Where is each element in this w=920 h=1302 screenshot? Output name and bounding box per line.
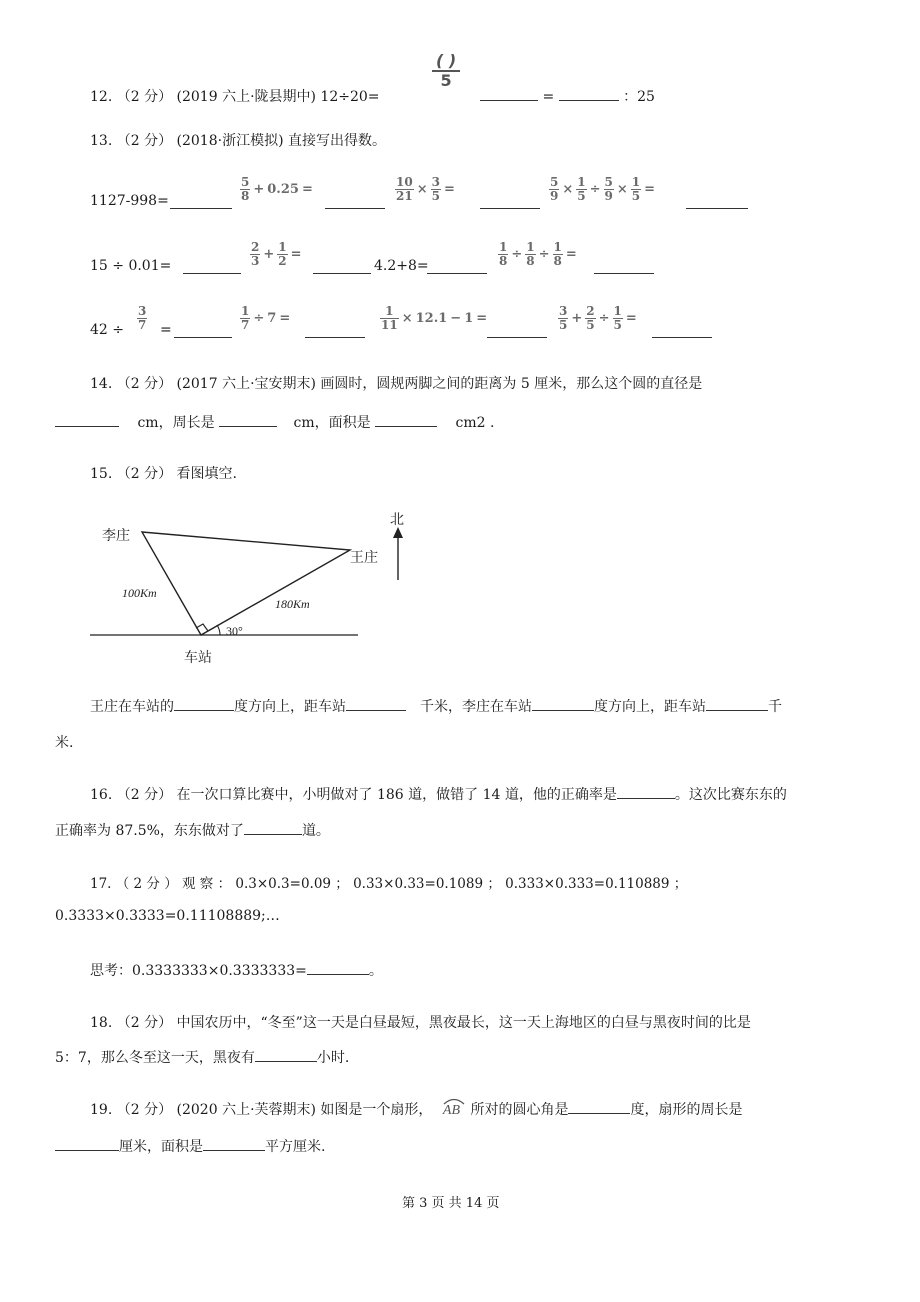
label-station: 车站 — [184, 649, 212, 665]
q13-r3c2-expr: $\frac{1}{7}$ ÷ 7 = — [241, 304, 291, 332]
q12-prefix: 12. （2 分） (2019 六上·陇县期中) 12÷20= — [90, 89, 380, 105]
q15-header: 15. （2 分） 看图填空. — [90, 466, 237, 482]
q13-r2c2-blank[interactable] — [313, 259, 371, 274]
q17-line2: 0.3333×0.3333=0.11108889;… — [55, 908, 280, 924]
q12-frac-num: ( ) — [432, 52, 460, 72]
arc-ab-symbol: AB — [443, 1103, 460, 1119]
triangle — [142, 532, 350, 635]
q15-blank-3[interactable] — [532, 696, 594, 711]
q13-r3c1-label: 42 ÷ — [90, 322, 124, 338]
q13-r2c1-blank[interactable] — [183, 259, 241, 274]
label-30deg: 30° — [226, 624, 243, 638]
q13-r3c1-blank[interactable] — [174, 323, 232, 338]
q13-r1c4-blank[interactable] — [686, 194, 748, 209]
q13-header: 13. （2 分） (2018·浙江模拟) 直接写出得数。 — [90, 133, 386, 149]
q13-r3c1-frac: $\frac{3}{7}$ — [138, 304, 147, 332]
label-100km: 100Km — [122, 586, 157, 600]
q16-blank-2[interactable] — [244, 820, 302, 835]
q13-r1c2-blank[interactable] — [325, 194, 385, 209]
q19-blank-3[interactable] — [203, 1136, 265, 1151]
q18-line1: 18. （2 分） 中国农历中，“冬至”这一天是白昼最短，黑夜最长，这一天上海地区的白昼与黑夜时间的比是 — [90, 1015, 751, 1031]
q18-blank[interactable] — [255, 1047, 317, 1062]
q13-r1c1-label: 1127-998= — [90, 193, 169, 209]
q13-r3c3-blank[interactable] — [487, 323, 547, 338]
q15-blank-2[interactable] — [346, 696, 406, 711]
label-north: 北 — [390, 511, 404, 527]
q13-r2c1-label: 15 ÷ 0.01= — [90, 258, 172, 274]
arc-icon — [442, 1097, 466, 1105]
q15-answer-line1: 王庄在车站的 度方向上，距车站 千米，李庄在车站 度方向上，距车站 千 — [90, 696, 782, 716]
q12-fraction — [432, 52, 460, 90]
q14-blank-diameter[interactable] — [55, 412, 119, 427]
q15-blank-1[interactable] — [174, 696, 234, 711]
q13-r2c2-expr: $\frac{2}{3}$ + $\frac{1}{2}$ = — [251, 240, 302, 268]
q12-blank-2[interactable] — [559, 86, 619, 101]
q16-line2: 正确率为 87.5%，东东做对了 道。 — [55, 820, 330, 840]
q12-answer — [480, 86, 655, 106]
q14-blank-circumference[interactable] — [219, 412, 277, 427]
q15-blank-4[interactable] — [706, 696, 768, 711]
q13-r1c4-expr: $\frac{5}{9}$ × $\frac{1}{5}$ ÷ $\frac{5}{9}$ × $\frac{1}{5}$ = — [550, 175, 656, 203]
q14-blank-area[interactable] — [375, 412, 437, 427]
q12-ratio: ：25 — [623, 89, 655, 105]
q13-r3c4-blank[interactable] — [652, 323, 712, 338]
q13-r3c4-expr: $\frac{3}{5}$ + $\frac{2}{5}$ ÷ $\frac{1}{5}$ = — [559, 304, 637, 332]
q13-r3c2-blank[interactable] — [305, 323, 365, 338]
q12-frac-den: 5 — [440, 71, 452, 90]
q16-blank-1[interactable] — [617, 784, 675, 799]
q12-blank-1[interactable] — [480, 86, 538, 101]
q13-r2c3-label: 4.2+8= — [374, 258, 429, 274]
q13-r1c3-expr: $\frac{10}{21}$ × $\frac{3}{5}$ = — [396, 175, 455, 203]
q13-r2c4-blank[interactable] — [594, 259, 654, 274]
q17-line1: 17. （ 2 分 ） 观 察 ： 0.3×0.3=0.09 ； 0.33×0.33=0.1089 ； 0.333×0.333=0.110889 ； — [90, 876, 688, 892]
q14-line2: cm，周长是 cm，面积是 cm2 . — [55, 412, 494, 432]
q12-line — [90, 86, 380, 106]
angle-arc — [217, 625, 220, 635]
q17-blank[interactable] — [307, 960, 369, 975]
q13-r2c3-blank[interactable] — [427, 259, 487, 274]
q13-r1c2-expr: $\frac{5}{8}$ + 0.25 = — [241, 175, 313, 203]
q19-blank-1[interactable] — [568, 1099, 630, 1114]
q17-line3: 思考：0.3333333×0.3333333= 。 — [90, 960, 383, 980]
label-180km: 180Km — [275, 597, 310, 611]
page-footer: 第 3 页 共 14 页 — [402, 1196, 500, 1211]
q13-r3c3-expr: $\frac{1}{11}$ × 12.1 − 1 = — [381, 304, 488, 332]
q13-r2c4-expr: $\frac{1}{8}$ ÷ $\frac{1}{8}$ ÷ $\frac{1}{8}$ = — [499, 240, 577, 268]
q13-r3c1-eq: = — [160, 322, 172, 338]
north-arrowhead — [393, 527, 403, 538]
q15-answer-line2: 米. — [55, 735, 74, 751]
label-lizhuang: 李庄 — [102, 527, 130, 543]
q16-line1: 16. （2 分） 在一次口算比赛中，小明做对了 186 道，做错了 14 道，他的正确率是 。这次比赛东东的 — [90, 784, 787, 804]
q19-line2: 厘米，面积是 平方厘米. — [55, 1136, 325, 1156]
q18-line2: 5：7，那么冬至这一天，黑夜有 小时. — [55, 1047, 349, 1067]
q13-r1c3-blank[interactable] — [480, 194, 540, 209]
q13-r1c1-blank[interactable] — [170, 194, 232, 209]
label-wangzhuang: 王庄 — [350, 549, 378, 565]
q12-eq: = — [542, 89, 555, 105]
q19-blank-2[interactable] — [55, 1136, 119, 1151]
q15-figure — [80, 500, 420, 680]
q19-line1: 19. （2 分） (2020 六上·芙蓉期末) 如图是一个扇形， AB 所对的圆心角是 度，扇形的周长是 — [90, 1099, 742, 1119]
q14-line1: 14. （2 分） (2017 六上·宝安期末) 画圆时，圆规两脚之间的距离为 5 厘米，那么这个圆的直径是 — [90, 376, 703, 392]
